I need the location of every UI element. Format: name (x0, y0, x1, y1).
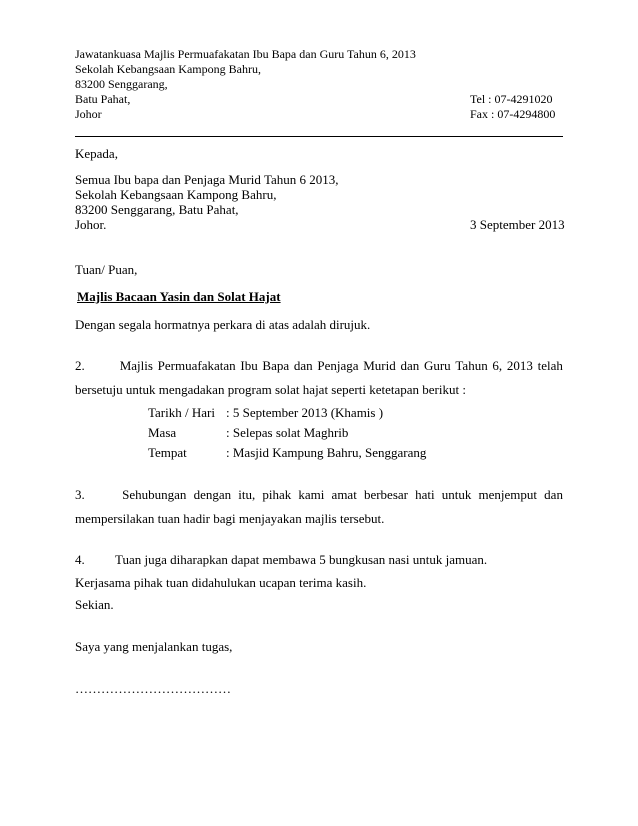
school-name: Sekolah Kebangsaan Kampong Bahru, (75, 62, 261, 76)
word: Tahun (455, 358, 488, 373)
letter-date: 3 September 2013 (470, 217, 565, 232)
word: dan (544, 487, 563, 502)
word: untuk (441, 487, 472, 502)
word: Sehubungan (122, 487, 187, 502)
recipient-line-1: Semua Ibu bapa dan Penjaga Murid Tahun 6 2013, (75, 172, 339, 187)
word: menjemput (478, 487, 538, 502)
paragraph-2-line-1 (75, 358, 563, 374)
word: amat (331, 487, 357, 502)
word: 6, (492, 358, 503, 373)
detail-value-date: : 5 September 2013 (Khamis ) (226, 405, 384, 420)
word: hati (415, 487, 435, 502)
salutation: Tuan/ Puan, (75, 262, 138, 277)
detail-label-date: Tarikh / Hari (148, 405, 215, 420)
detail-label-venue: Tempat (148, 445, 187, 460)
word: berbesar (363, 487, 408, 502)
paragraph-2-line-2: bersetuju untuk mengadakan program solat hajat seperti ketetapan berikut : (75, 382, 466, 397)
recipient-line-2: Sekolah Kebangsaan Kampong Bahru, (75, 187, 277, 202)
paragraph-4-text: Tuan juga diharapkan dapat membawa 5 bungkusan nasi untuk jamuan. (115, 552, 488, 567)
word: Murid (363, 358, 396, 373)
address-state: Johor (75, 107, 102, 121)
word: dengan (193, 487, 232, 502)
word: telah (537, 358, 563, 373)
word: dan (400, 358, 420, 373)
address-town: Batu Pahat, (75, 92, 131, 106)
signature-line: ……………………………… (75, 681, 231, 696)
detail-value-venue: : Masjid Kampung Bahru, Senggarang (226, 445, 427, 460)
header-divider (75, 136, 563, 137)
recipient-line-4: Johor. (75, 217, 107, 232)
intro-paragraph: Dengan segala hormatnya perkara di atas adalah dirujuk. (75, 317, 371, 332)
word: dan (293, 358, 313, 373)
thanks-line: Kerjasama pihak tuan didahulukan ucapan terima kasih. (75, 575, 367, 590)
paragraph-3-line-1 (75, 487, 563, 503)
word: Guru (423, 358, 451, 373)
word: kami (298, 487, 325, 502)
paragraph-number: 2. (75, 358, 85, 373)
address-postcode: 83200 Senggarang, (75, 77, 168, 91)
word: pihak (262, 487, 292, 502)
paragraph-4-number: 4. (75, 552, 85, 567)
word: Bapa (262, 358, 290, 373)
telephone-number: Tel : 07-4291020 (470, 92, 553, 106)
word: Majlis (119, 358, 153, 373)
word: Ibu (240, 358, 258, 373)
closing-line: Sekian. (75, 597, 114, 612)
sign-off: Saya yang menjalankan tugas, (75, 639, 233, 654)
org-name: Jawatankuasa Majlis Permuafakatan Ibu Bapa dan Guru Tahun 6, 2013 (75, 47, 416, 61)
word: 2013 (506, 358, 533, 373)
paragraph-3-line-2: mempersilakan tuan hadir bagi menjayakan majlis tersebut. (75, 511, 385, 526)
word: Penjaga (317, 358, 359, 373)
detail-value-time: : Selepas solat Maghrib (226, 425, 349, 440)
word: itu, (238, 487, 256, 502)
recipient-heading: Kepada, (75, 146, 118, 161)
detail-label-time: Masa (148, 425, 177, 440)
letter-subject: Majlis Bacaan Yasin dan Solat Hajat (77, 289, 281, 304)
word: Permuafakatan (157, 358, 236, 373)
fax-number: Fax : 07-4294800 (470, 107, 556, 121)
paragraph-number: 3. (75, 487, 85, 502)
recipient-line-3: 83200 Senggarang, Batu Pahat, (75, 202, 239, 217)
